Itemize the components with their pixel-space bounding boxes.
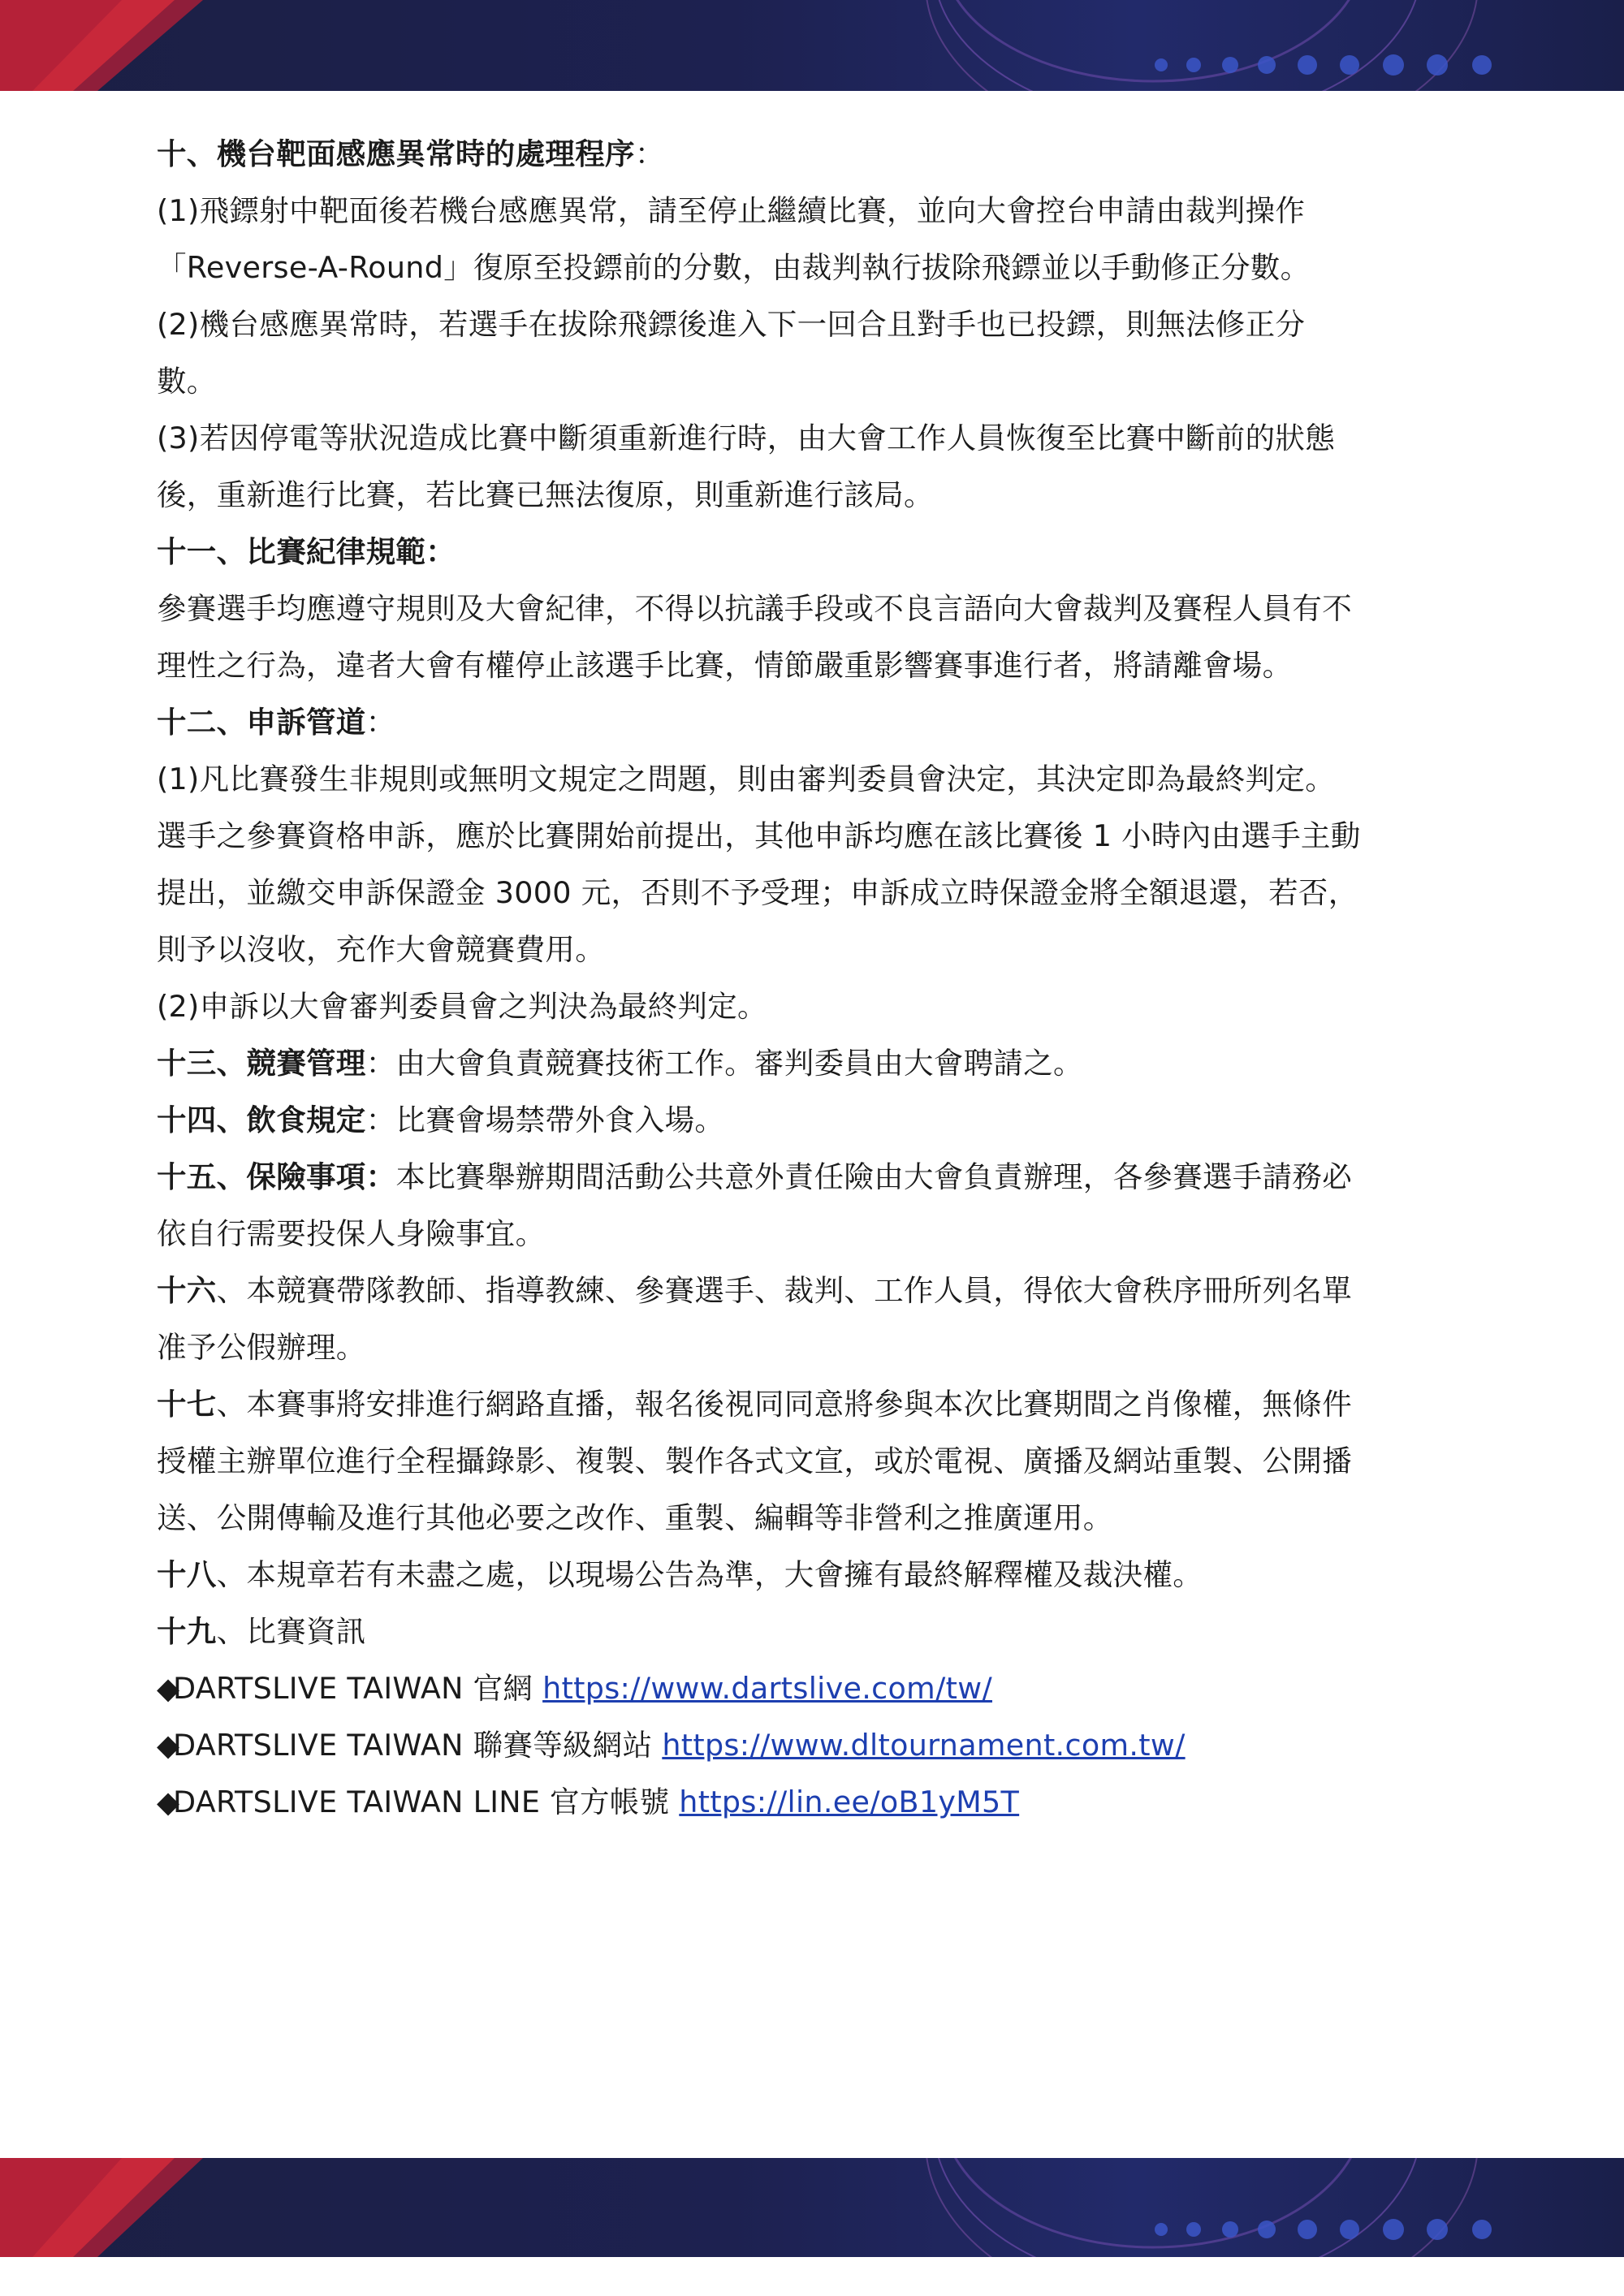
section-14 xyxy=(157,1092,1472,1149)
top-decorative-band xyxy=(0,0,1624,91)
section-12-line4: 則予以沒收，充作大會競賽費用。 xyxy=(157,932,605,967)
diamond-bullet-icon: ◆ xyxy=(157,1671,180,1706)
section-10-item1-line1: (1)飛鏢射中靶面後若機台感應異常，請至停止繼續比賽，並向大會控台申請由裁判操作 xyxy=(157,193,1306,228)
section-17-line3: 送、公開傳輸及進行其他必要之改作、重製、編輯等非營利之推廣運用。 xyxy=(157,1500,1113,1535)
section-13-body: ：由大會負責競賽技術工作。審判委員由大會聘請之。 xyxy=(365,1046,1083,1081)
section-16-line1: 十六、本競賽帶隊教師、指導教練、參賽選手、裁判、工作人員，得依大會秩序冊所列名單 xyxy=(157,1273,1353,1308)
link-item-label: DARTSLIVE TAIWAN LINE 官方帳號 xyxy=(173,1785,680,1819)
section-18: 十八、本規章若有未盡之處，以現場公告為準，大會擁有最終解釋權及裁決權。 xyxy=(157,1557,1203,1592)
official-site-link[interactable]: https://www.dartslive.com/tw/ xyxy=(542,1671,992,1706)
section-11-line2: 理性之行為，違者大會有權停止該選手比賽，情節嚴重影響賽事進行者，將請離會場。 xyxy=(157,648,1293,683)
section-10-item2-line1: (2)機台感應異常時，若選手在拔除飛鏢後進入下一回合且對手也已投鏢，則無法修正分 xyxy=(157,307,1306,342)
section-12-heading: 十二、申訴管道： xyxy=(157,705,396,740)
document-body xyxy=(157,126,1472,1831)
league-site-link[interactable]: https://www.dltournament.com.tw/ xyxy=(662,1728,1186,1763)
link-item-line-account xyxy=(157,1774,1472,1831)
section-11-line1: 參賽選手均應遵守規則及大會紀律，不得以抗議手段或不良言語向大會裁判及賽程人員有不 xyxy=(157,591,1352,626)
section-10-item3-line1: (3)若因停電等狀況造成比賽中斷須重新進行時，由大會工作人員恢復至比賽中斷前的狀態 xyxy=(157,421,1336,455)
section-17-line1: 十七、本賽事將安排進行網路直播，報名後視同同意將參與本次比賽期間之肖像權，無條件 xyxy=(157,1387,1353,1422)
section-15-heading: 十五、保險事項： xyxy=(157,1159,396,1194)
section-12-line2: 選手之參賽資格申訴，應於比賽開始前提出，其他申訴均應在該比賽後 1 小時內由選手主動 xyxy=(157,818,1361,853)
section-11-heading: 十一、比賽紀律規範： xyxy=(157,534,456,569)
section-13 xyxy=(157,1035,1472,1092)
section-15-line1: 十五、保險事項：本比賽舉辦期間活動公共意外責任險由大會負責辦理，各參賽選手請務必 xyxy=(157,1159,1353,1194)
bottom-band-graphic xyxy=(0,2158,1624,2257)
section-12-line3: 提出，並繳交申訴保證金 3000 元，否則不予受理；申訴成立時保證金將全額退還，若否， xyxy=(157,875,1358,910)
section-10-item2-line2: 數。 xyxy=(157,364,217,399)
section-19-prefix: 十九 xyxy=(157,1614,217,1649)
link-item-label: DARTSLIVE TAIWAN 官網 xyxy=(173,1671,543,1706)
section-12-line1: (1)凡比賽發生非規則或無明文規定之問題，則由審判委員會決定，其決定即為最終判定。 xyxy=(157,762,1336,796)
section-10-heading: 十、機台靶面感應異常時的處理程序： xyxy=(157,136,665,171)
section-16-prefix: 十六 xyxy=(157,1273,217,1308)
section-12-line5: (2)申訴以大會審判委員會之判決為最終判定。 xyxy=(157,989,767,1024)
section-14-body: ：比賽會場禁帶外食入場。 xyxy=(365,1103,725,1137)
diamond-bullet-icon: ◆ xyxy=(157,1785,180,1819)
section-10-item1-line2: 「Reverse-A-Round」復原至投鏢前的分數，由裁判執行拔除飛鏢並以手動修正分數。 xyxy=(157,250,1311,285)
top-band-graphic xyxy=(0,0,1624,91)
section-17-line2: 授權主辦單位進行全程攝錄影、複製、製作各式文宣，或於電視、廣播及網站重製、公開播 xyxy=(157,1444,1352,1478)
section-18-prefix: 十八 xyxy=(157,1557,217,1592)
section-14-heading: 十四、飲食規定 xyxy=(157,1103,366,1137)
link-item-label: DARTSLIVE TAIWAN 聯賽等級網站 xyxy=(173,1728,663,1763)
section-16-line2: 准予公假辦理。 xyxy=(157,1330,366,1365)
diamond-bullet-icon: ◆ xyxy=(157,1728,180,1763)
bottom-decorative-band xyxy=(0,2158,1624,2257)
section-15-line2: 依自行需要投保人身險事宜。 xyxy=(157,1216,546,1251)
section-13-heading: 十三、競賽管理 xyxy=(157,1046,366,1081)
link-item-official-site xyxy=(157,1660,1472,1717)
line-account-link[interactable]: https://lin.ee/oB1yM5T xyxy=(679,1785,1020,1819)
section-17-prefix: 十七 xyxy=(157,1387,217,1422)
section-19-heading: 十九、比賽資訊 xyxy=(157,1614,366,1649)
section-10-item3-line2: 後，重新進行比賽，若比賽已無法復原，則重新進行該局。 xyxy=(157,477,934,512)
link-item-league-site xyxy=(157,1717,1472,1774)
